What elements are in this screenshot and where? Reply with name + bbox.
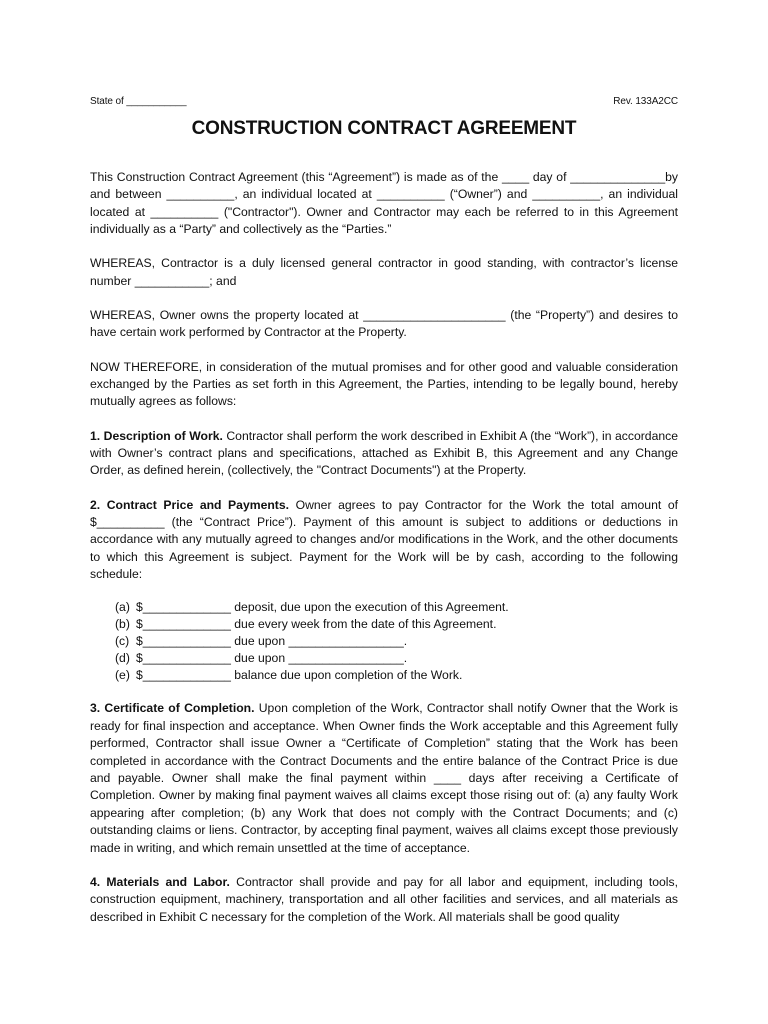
schedule-text: $_____________ due upon _________________. bbox=[136, 650, 408, 665]
schedule-item bbox=[115, 599, 678, 616]
section-text: Contractor shall perform the work described in Exhibit A (the “Work”), in accordance with Owner’s contract plans and specifications, attached as Exhibit B, this Agreement and any Change Order, as defined herein, (collectively, the "Contract Documents") at the Property. bbox=[90, 428, 678, 478]
section-text: Contractor shall provide and pay for all labor and equipment, including tools, construction equipment, machinery, transportation and all other facilities and services, and all materials as described in Exhibit C necessary for the completion of the Work. All materials shall be good quality bbox=[90, 874, 678, 924]
section-description-of-work bbox=[90, 428, 678, 480]
section-heading: 1. Description of Work. bbox=[90, 428, 223, 443]
schedule-text: $_____________ due every week from the date of this Agreement. bbox=[136, 616, 497, 631]
document-body bbox=[90, 169, 678, 943]
schedule-marker: (b) bbox=[115, 616, 130, 631]
section-text: Upon completion of the Work, Contractor shall notify Owner that the Work is ready for final inspection and acceptance. When Owner finds the Work acceptable and this Agreement fully performed, Contractor shall issue Owner a “Certificate of Completion” stating that the Work has been completed in accordance with the Contract Documents and the entire balance of the Contract Price is due and payable. Owner shall make the final payment within ____ days after receiving a Certificate of Completion. Owner by making final payment waives all claims except those rising out of: (a) any faulty Work appearing after completion; (b) any Work that does not comply with the Contract Documents; and (c) outstanding claims or liens. Contractor, by accepting final payment, waives all claims except those previously made in writing, and which remain unsettled at the time of acceptance. bbox=[90, 701, 678, 855]
page-header bbox=[90, 96, 678, 110]
section-certificate-of-completion bbox=[90, 700, 678, 857]
schedule-marker: (d) bbox=[115, 650, 130, 665]
section-heading: 3. Certificate of Completion. bbox=[90, 701, 255, 716]
schedule-text: $_____________ deposit, due upon the execution of this Agreement. bbox=[136, 599, 509, 614]
schedule-marker: (e) bbox=[115, 667, 130, 682]
section-contract-price bbox=[90, 497, 678, 584]
schedule-item bbox=[115, 633, 678, 650]
revision-number: Rev. 133A2CC bbox=[613, 96, 678, 107]
document-title: CONSTRUCTION CONTRACT AGREEMENT bbox=[191, 118, 577, 139]
schedule-text: $_____________ balance due upon completion of the Work. bbox=[136, 667, 463, 682]
payment-schedule bbox=[115, 599, 678, 684]
intro-paragraph: This Construction Contract Agreement (this “Agreement”) is made as of the ____ day of ______________by and between __________, an individual located at __________ (“Owner”) and __________, an individual located at __________ ("Contractor"). Owner and Contractor may each be referred to in this Agreement individually as a “Party” and collectively as the “Parties.” bbox=[90, 170, 678, 237]
schedule-item bbox=[115, 650, 678, 667]
whereas-license-paragraph: WHEREAS, Contractor is a duly licensed general contractor in good standing, with contractor’s license number ___________; and bbox=[90, 256, 678, 288]
schedule-marker: (a) bbox=[115, 599, 130, 614]
schedule-text: $_____________ due upon _________________. bbox=[136, 633, 408, 648]
now-therefore-paragraph: NOW THEREFORE, in consideration of the mutual promises and for other good and valuable consideration exchanged by the Parties as set forth in this Agreement, the Parties, intending to be legally bound, hereby mutually agrees as follows: bbox=[90, 359, 678, 409]
whereas-property-paragraph: WHEREAS, Owner owns the property located at _____________________ (the “Property”) and desires to have certain work performed by Contractor at the Property. bbox=[90, 308, 678, 340]
schedule-item bbox=[115, 667, 678, 684]
section-heading: 4. Materials and Labor. bbox=[90, 874, 230, 889]
state-of-line: State of ___________ bbox=[90, 96, 187, 107]
section-heading: 2. Contract Price and Payments. bbox=[90, 497, 290, 512]
section-materials-and-labor bbox=[90, 874, 678, 926]
section-text: Owner agrees to pay Contractor for the Work the total amount of $__________ (the “Contract Price”). Payment of this amount is subject to additions or deductions in accordance with any mutually agreed to changes and/or modifications in the Work, and the other documents to which this Agreement is subject. Payment for the Work will be by cash, according to the following schedule: bbox=[90, 497, 678, 582]
schedule-item bbox=[115, 616, 678, 633]
schedule-marker: (c) bbox=[115, 633, 130, 648]
